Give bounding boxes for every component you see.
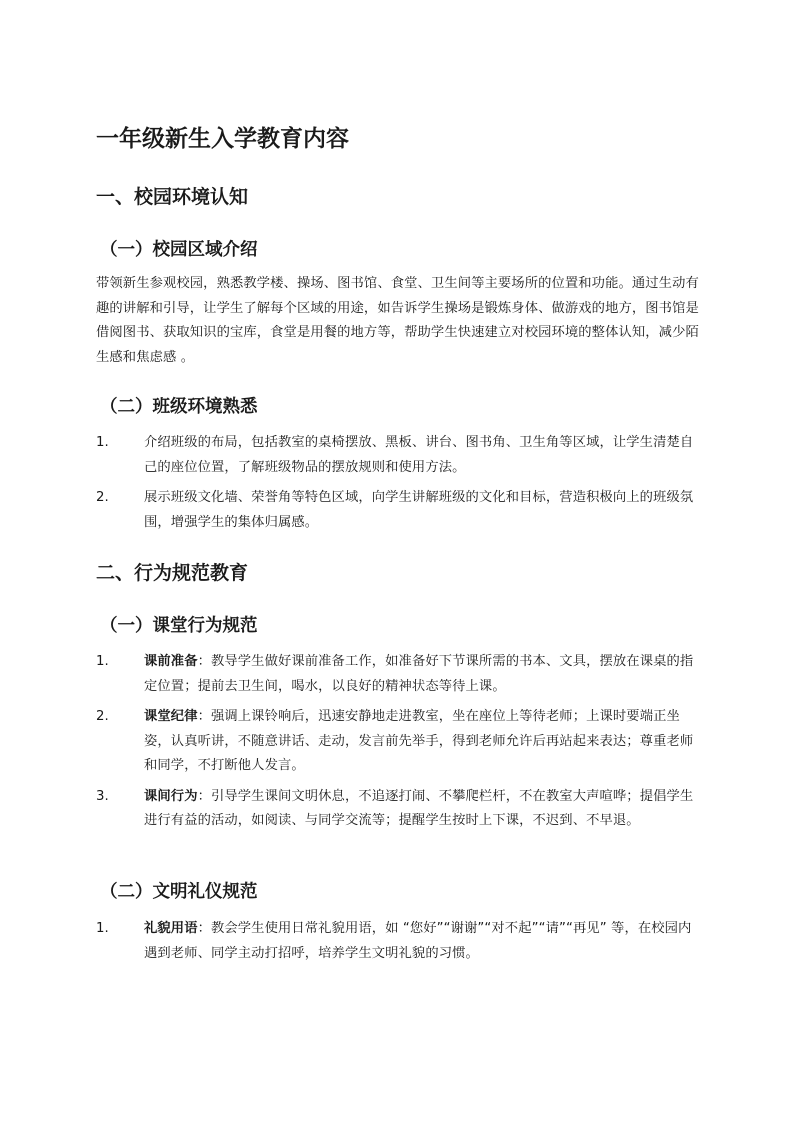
- list-classroom-behavior: [96, 650, 702, 834]
- list-lead: 礼貌用语: [144, 921, 198, 936]
- list-item: [96, 650, 702, 699]
- subsection-heading-etiquette: （二）文明礼仪规范: [100, 882, 258, 902]
- list-text: 介绍班级的布局，包括教室的桌椅摆放、黑板、讲台、图书角、卫生角等区域，让学生清楚自己的座位位置，了解班级物品的摆放规则和使用方法。: [144, 435, 694, 475]
- list-text: 展示班级文化墙、荣誉角等特色区域，向学生讲解班级的文化和目标，营造积极向上的班级氛围，增强学生的集体归属感。: [144, 490, 694, 530]
- subsection-heading-classroom-behavior: （一）课堂行为规范: [100, 616, 258, 636]
- section-heading-behavior: 二、行为规范教育: [96, 562, 249, 584]
- list-text: ：引导学生课间文明休息，不追逐打闹、不攀爬栏杆，不在教室大声喧哗；提倡学生进行有益的活动，如阅读、与同学交流等；提醒学生按时上下课，不迟到、不早退。: [144, 788, 694, 828]
- list-number: 3.: [96, 788, 109, 804]
- list-item: [96, 431, 702, 480]
- list-item: [96, 785, 702, 834]
- list-number: 1.: [96, 654, 109, 669]
- list-lead: 课间行为: [144, 788, 198, 804]
- list-text: ：强调上课铃响后，迅速安静地走进教室，坐在座位上等待老师；上课时要端正坐姿，认真听讲，不随意讲话、走动，发言前先举手，得到老师允许后再站起来表达；尊重老师和同学，不打断他人发言。: [144, 709, 694, 773]
- subsection-heading-class-environment: （二）班级环境熟悉: [100, 397, 258, 417]
- list-item: [96, 705, 702, 779]
- paragraph-campus-areas: 带领新生参观校园，熟悉教学楼、操场、图书馆、食堂、卫生间等主要场所的位置和功能。通过生动有趣的讲解和引导，让学生了解每个区域的用途，如告诉学生操场是锻炼身体、做游戏的地方，图书馆是借阅图书、获取知识的宝库，食堂是用餐的地方等，帮助学生快速建立对校园环境的整体认知，减少陌生感和焦虑感 。: [96, 276, 699, 365]
- list-text: ：教会学生使用日常礼貌用语，如 “您好”“谢谢”“对不起”“请”“再见” 等，在校园内遇到老师、同学主动打招呼，培养学生文明礼貌的习惯。: [144, 921, 692, 961]
- list-etiquette: [96, 917, 702, 966]
- list-number: 1.: [96, 921, 109, 936]
- list-number: 1.: [96, 435, 109, 450]
- list-lead: 课前准备: [144, 654, 198, 669]
- list-class-environment: [96, 431, 702, 535]
- list-lead: 课堂纪律: [144, 709, 198, 724]
- list-item: [96, 486, 702, 535]
- subsection-heading-campus-areas: （一）校园区域介绍: [100, 240, 258, 260]
- list-item: [96, 917, 702, 966]
- list-number: 2.: [96, 709, 109, 724]
- section-heading-campus: 一、校园环境认知: [96, 186, 249, 208]
- list-text: ：教导学生做好课前准备工作，如准备好下节课所需的书本、文具，摆放在课桌的指定位置；提前去卫生间，喝水，以良好的精神状态等待上课。: [144, 654, 694, 694]
- document-title: 一年级新生入学教育内容: [96, 126, 349, 152]
- list-number: 2.: [96, 490, 109, 505]
